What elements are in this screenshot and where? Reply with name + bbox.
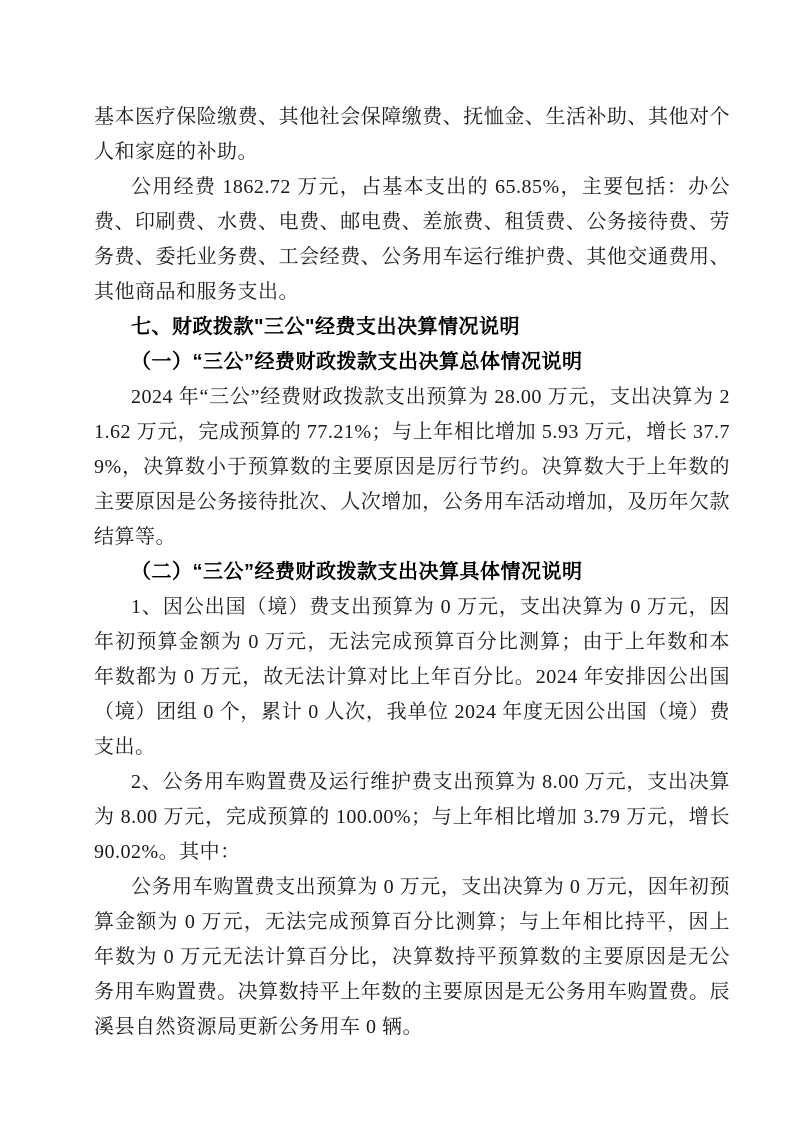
paragraph-official-vehicle-total-expenses: 2、公务用车购置费及运行维护费支出预算为 8.00 万元，支出决算为 8.00 万元，完成预算的 100.00%；与上年相比增加 3.79 万元，增长 90.02%。其中： xyxy=(94,771,730,863)
paragraph-overseas-travel-expenses: 1、因公出国（境）费支出预算为 0 万元，支出决算为 0 万元，因年初预算金额为 0 万元，无法完成预算百分比测算；由于上年数和本年数都为 0 万元，故无法计算对比上年百分比。2024 年安排因公出国（境）团组 0 个，累计 0 人次，我单位 2024 年度无因公出国（境）费支出。 xyxy=(94,596,730,758)
subsection-heading-two-specific-situation: （二）“三公”经费财政拨款支出决算具体情况说明 xyxy=(131,561,583,583)
subsection-heading-one-overall-situation: （一）“三公”经费财政拨款支出决算总体情况说明 xyxy=(131,351,583,373)
paragraph-personal-family-subsidies-continuation: 基本医疗保险缴费、其他社会保障缴费、抚恤金、生活补助、其他对个人和家庭的补助。 xyxy=(94,106,730,163)
paragraph-three-public-overall-figures: 2024 年“三公”经费财政拨款支出预算为 28.00 万元，支出决算为 21.62 万元，完成预算的 77.21%；与上年相比增加 5.93 万元，增长 37.79%，决算数小于预算数的主要原因是厉行节约。决算数大于上年数的主要原因是公务接待批次、人次增加，公务用车活动增加，及历年欠款结算等。 xyxy=(94,386,730,548)
paragraph-vehicle-purchase-expenses: 公务用车购置费支出预算为 0 万元，支出决算为 0 万元，因年初预算金额为 0 万元，无法完成预算百分比测算；与上年相比持平，因上年数为 0 万元无法计算百分比，决算数持平预算数的主要原因是无公务用车购置费。决算数持平上年数的主要原因是无公务用车购置费。辰溪县自然资源局更新公务用车 0 辆。 xyxy=(94,876,730,1038)
paragraph-public-operating-expenses: 公用经费 1862.72 万元，占基本支出的 65.85%，主要包括：办公费、印刷费、水费、电费、邮电费、差旅费、租赁费、公务接待费、劳务费、委托业务费、工会经费、公务用车运行维护费、其他交通费用、其他商品和服务支出。 xyxy=(94,176,730,303)
section-heading-seven-three-public-expenses: 七、财政拨款"三公"经费支出决算情况说明 xyxy=(131,316,520,338)
